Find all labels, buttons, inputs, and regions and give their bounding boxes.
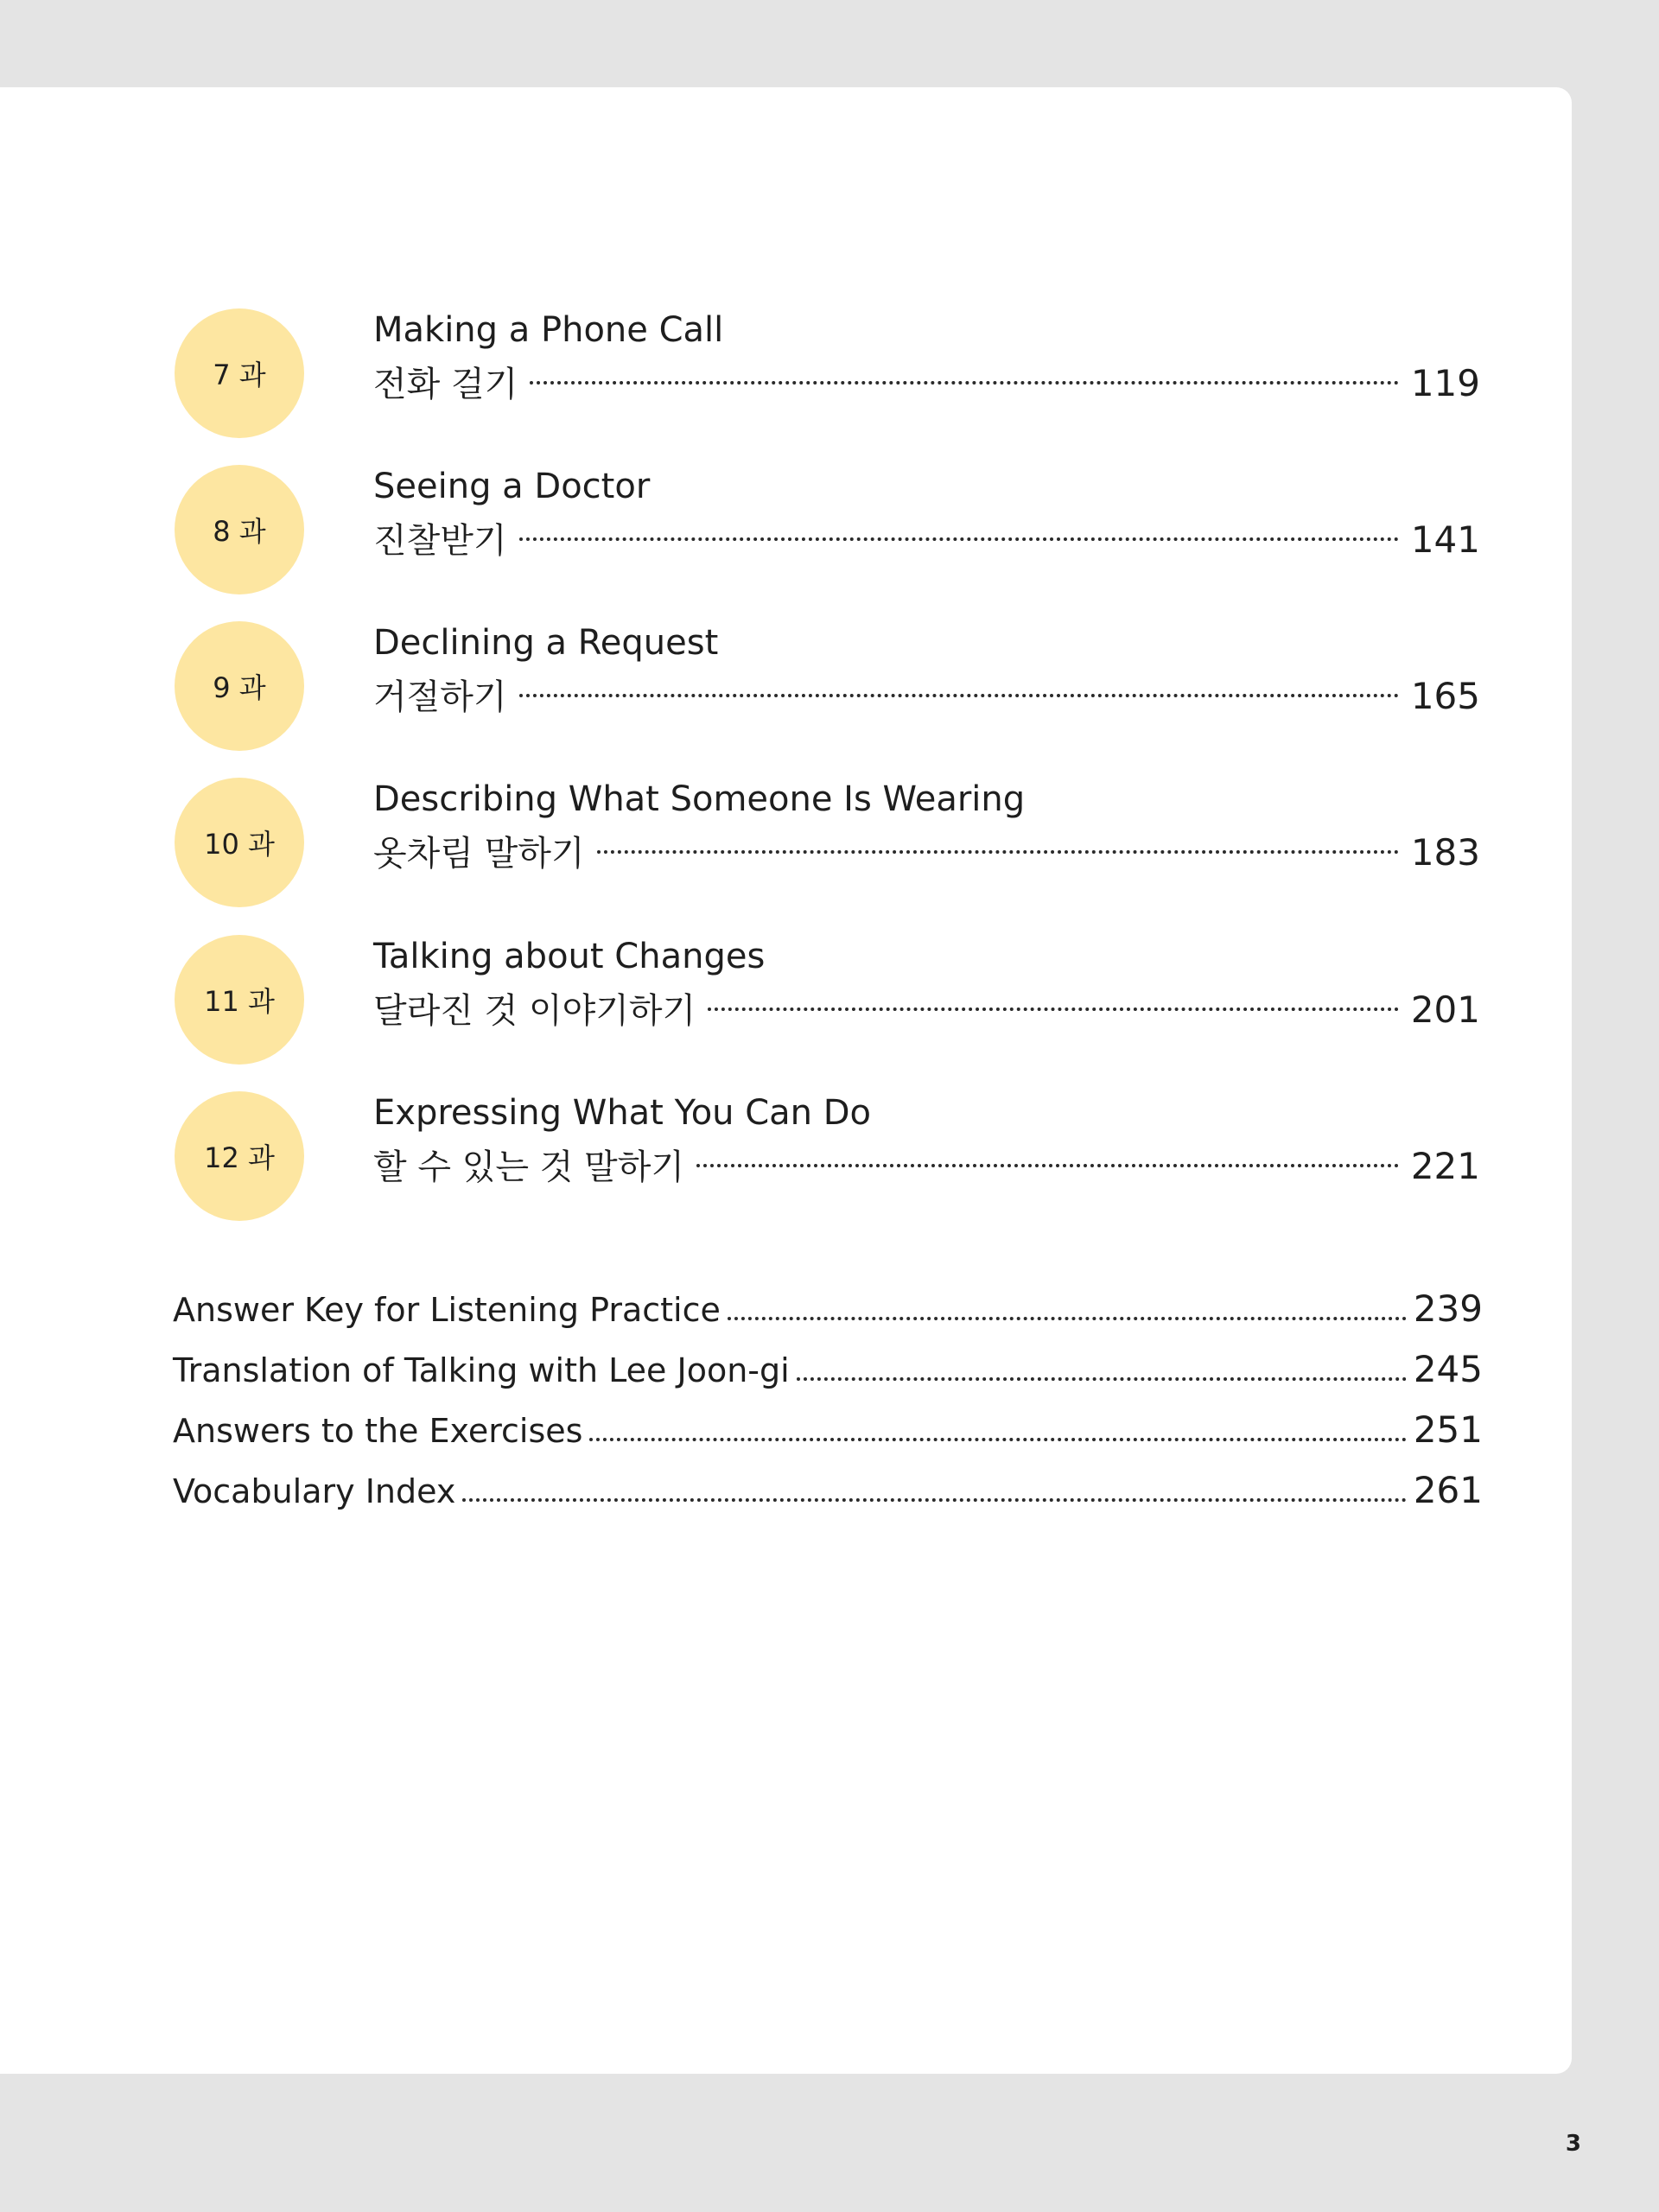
dot-leader bbox=[589, 1438, 1406, 1441]
lesson-title-korean: 달라진 것 이야기하기 bbox=[373, 991, 696, 1031]
lesson-title-korean: 진찰받기 bbox=[373, 521, 507, 561]
toc-appendix-exercise-answers[interactable] bbox=[173, 1408, 1483, 1460]
toc-lesson-12[interactable] bbox=[0, 1091, 1659, 1230]
lesson-korean-line bbox=[373, 670, 1480, 718]
lesson-title-english: Seeing a Doctor bbox=[373, 467, 651, 506]
appendix-page-number: 239 bbox=[1413, 1287, 1483, 1330]
dot-leader bbox=[462, 1498, 1407, 1502]
lesson-title-english: Expressing What You Can Do bbox=[373, 1093, 872, 1133]
toc-lesson-7[interactable] bbox=[0, 308, 1659, 447]
lesson-number-badge: 10 과 bbox=[175, 778, 304, 907]
toc-lesson-8[interactable] bbox=[0, 465, 1659, 603]
appendix-page-number: 245 bbox=[1413, 1348, 1483, 1390]
lesson-number-badge: 7 과 bbox=[175, 308, 304, 438]
toc-lesson-11[interactable] bbox=[0, 935, 1659, 1073]
lesson-number-badge: 9 과 bbox=[175, 621, 304, 751]
dot-leader bbox=[597, 850, 1399, 854]
lesson-number-badge: 8 과 bbox=[175, 465, 304, 594]
lesson-page-number: 201 bbox=[1410, 988, 1480, 1031]
appendix-label: Answer Key for Listening Practice bbox=[173, 1291, 721, 1329]
lesson-korean-line bbox=[373, 826, 1480, 874]
lesson-title-korean: 전화 걸기 bbox=[373, 365, 518, 404]
dot-leader bbox=[728, 1317, 1407, 1320]
appendix-label: Answers to the Exercises bbox=[173, 1412, 583, 1450]
lesson-page-number: 221 bbox=[1410, 1145, 1480, 1187]
appendix-label: Translation of Talking with Lee Joon-gi bbox=[173, 1351, 790, 1389]
lesson-korean-line bbox=[373, 357, 1480, 405]
lesson-title-korean: 거절하기 bbox=[373, 677, 507, 717]
toc-appendix-translation[interactable] bbox=[173, 1348, 1483, 1400]
dot-leader bbox=[708, 1007, 1399, 1011]
lesson-page-number: 165 bbox=[1410, 675, 1480, 717]
lesson-title-english: Declining a Request bbox=[373, 623, 719, 663]
lesson-number-badge: 11 과 bbox=[175, 935, 304, 1065]
appendix-page-number: 261 bbox=[1413, 1469, 1483, 1511]
lesson-page-number: 119 bbox=[1410, 362, 1480, 404]
lesson-korean-line bbox=[373, 1140, 1480, 1188]
toc-lesson-9[interactable] bbox=[0, 621, 1659, 760]
appendix-page-number: 251 bbox=[1413, 1408, 1483, 1451]
toc-appendix-answer-key[interactable] bbox=[173, 1287, 1483, 1339]
lesson-title-english: Talking about Changes bbox=[373, 937, 766, 976]
toc-appendix-vocabulary-index[interactable] bbox=[173, 1469, 1483, 1521]
toc-lesson-10[interactable] bbox=[0, 778, 1659, 916]
lesson-title-english: Making a Phone Call bbox=[373, 310, 724, 350]
lesson-number-badge: 12 과 bbox=[175, 1091, 304, 1221]
lesson-title-korean: 할 수 있는 것 말하기 bbox=[373, 1147, 684, 1187]
lesson-korean-line bbox=[373, 513, 1480, 562]
dot-leader bbox=[797, 1377, 1407, 1381]
dot-leader bbox=[519, 694, 1399, 697]
lesson-page-number: 141 bbox=[1410, 518, 1480, 561]
dot-leader bbox=[696, 1164, 1399, 1167]
lesson-title-korean: 옷차림 말하기 bbox=[373, 834, 585, 874]
lesson-page-number: 183 bbox=[1410, 831, 1480, 874]
dot-leader bbox=[530, 381, 1399, 385]
page-folio-number: 3 bbox=[1565, 2131, 1581, 2157]
dot-leader bbox=[519, 537, 1399, 541]
lesson-title-english: Describing What Someone Is Wearing bbox=[373, 779, 1026, 819]
lesson-korean-line bbox=[373, 983, 1480, 1032]
appendix-label: Vocabulary Index bbox=[173, 1472, 456, 1510]
